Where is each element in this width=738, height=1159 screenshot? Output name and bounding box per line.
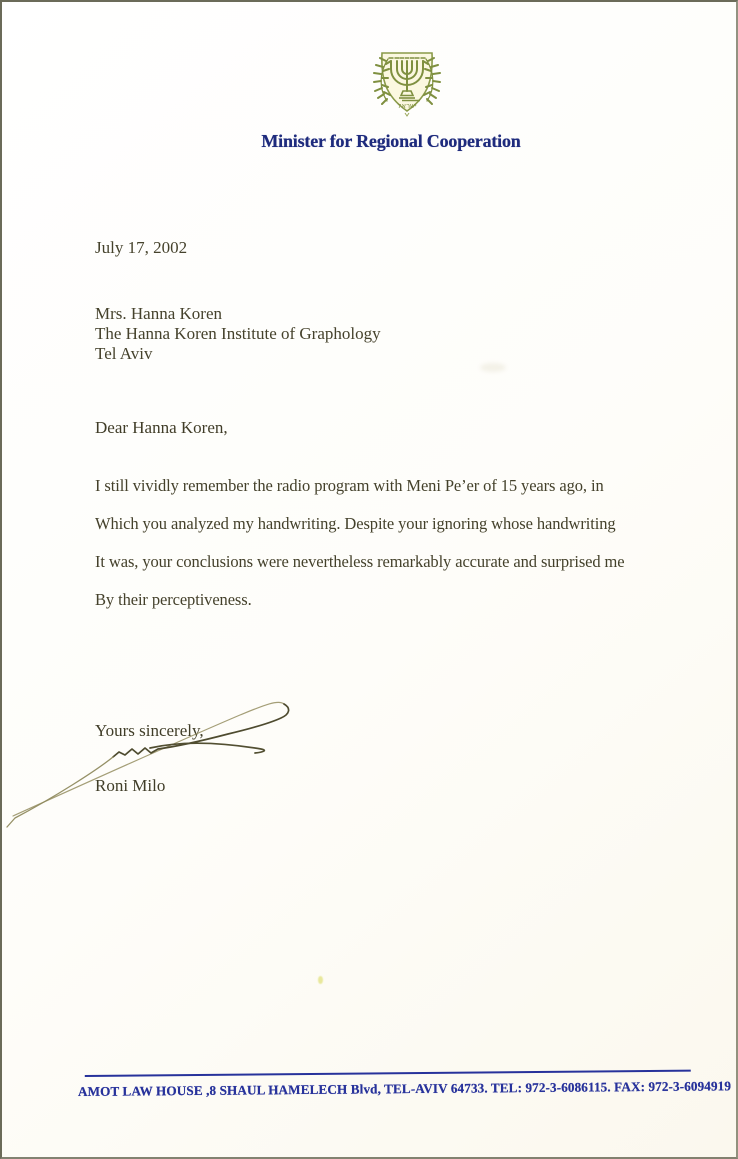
body-line: It was, your conclusions were nevertheless remarkably accurate and surprised me	[95, 552, 625, 571]
israel-state-emblem-icon	[366, 47, 448, 127]
emblem-hebrew-caption: ישראל	[397, 102, 417, 110]
recipient-city: Tel Aviv	[95, 344, 153, 363]
letter-footer	[77, 1070, 732, 1100]
signer-name: Roni Milo	[95, 776, 166, 795]
scan-speck	[318, 976, 323, 984]
body-line: By their perceptiveness.	[95, 590, 252, 609]
handwritten-signature	[0, 685, 300, 835]
letterhead-title: Minister for Regional Cooperation	[261, 131, 521, 151]
letter-body	[95, 467, 655, 619]
recipient-name: Mrs. Hanna Koren	[95, 304, 222, 323]
scan-smudge	[480, 363, 506, 372]
footer-rule	[85, 1070, 691, 1077]
footer-address: AMOT LAW HOUSE ,8 SHAUL HAMELECH Blvd, TEL-AVIV 64733. TEL: 972-3-6086115. FAX: 972-3-6094919	[77, 1078, 732, 1099]
valediction: Yours sincerely,	[95, 721, 204, 740]
body-line: Which you analyzed my handwriting. Despite your ignoring whose handwriting	[95, 514, 616, 533]
body-line: I still vividly remember the radio program with Meni Pe’er of 15 years ago, in	[95, 476, 604, 495]
recipient-block	[95, 304, 381, 364]
recipient-organization: The Hanna Koren Institute of Graphology	[95, 324, 381, 343]
salutation: Dear Hanna Koren,	[95, 418, 228, 437]
date-line: July 17, 2002	[95, 238, 188, 257]
